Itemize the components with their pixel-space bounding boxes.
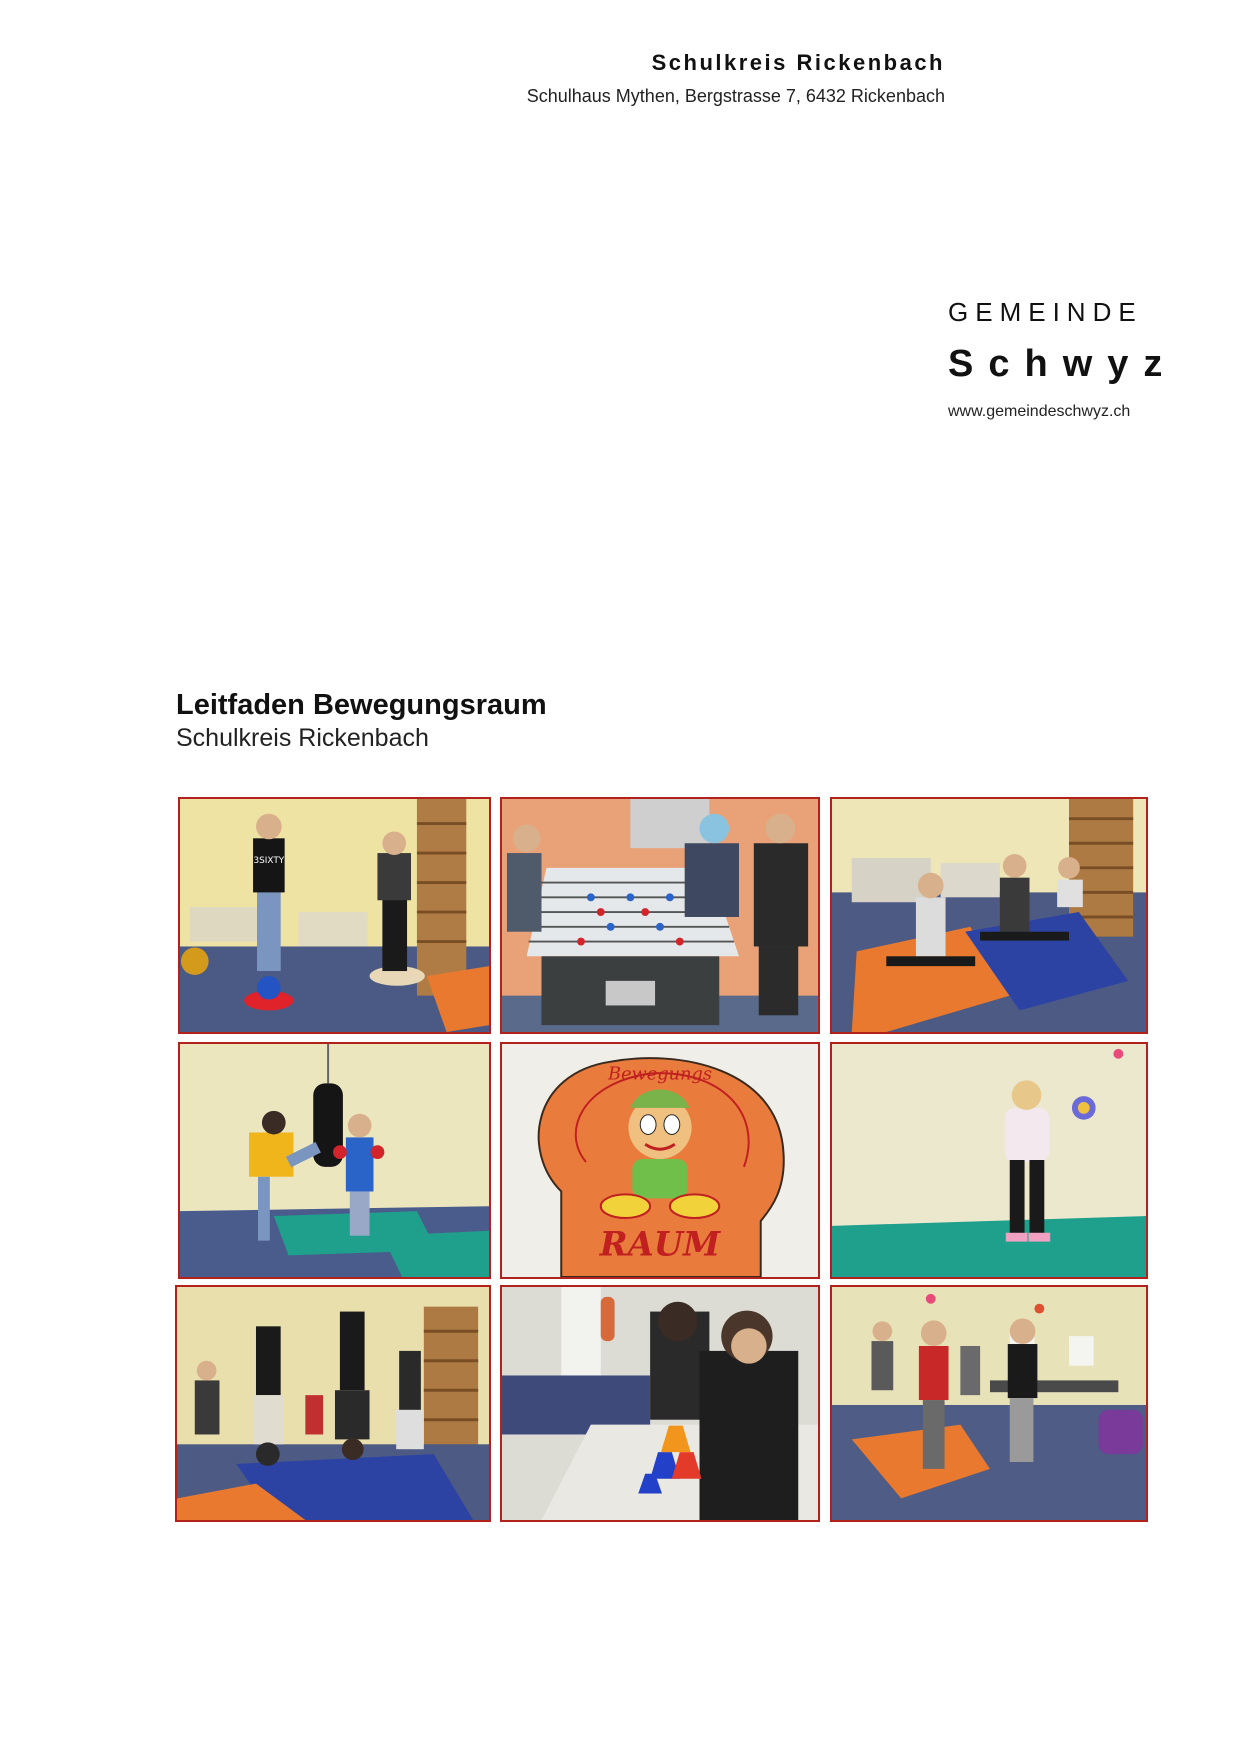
photo-splits-on-mats (830, 797, 1148, 1034)
school-name: Schulkreis Rickenbach (651, 50, 945, 75)
page-header (527, 48, 945, 108)
photo-handstands (175, 1285, 491, 1522)
document-subtitle: Schulkreis Rickenbach (176, 724, 429, 752)
sign-text-raum: RAUM (599, 1224, 721, 1264)
photo-bewegungsraum-sign (500, 1042, 820, 1279)
website-url: www.gemeindeschwyz.ch (948, 403, 1131, 420)
school-address: Schulhaus Mythen, Bergstrasse 7, 6432 Rickenbach (526, 86, 945, 106)
photo1-shirt-text: 3SIXTY (253, 855, 285, 866)
document-title: Leitfaden Bewegungsraum (176, 689, 547, 721)
photo-balance-board (178, 797, 491, 1034)
logo-line-gemeinde: GEMEINDE (948, 297, 1143, 327)
photo-cup-stacking (500, 1285, 820, 1522)
photo-foosball (500, 797, 820, 1034)
municipality-logo (948, 296, 1177, 422)
logo-line-schwyz: Schwyz (948, 343, 1178, 385)
photo-juggling-group (830, 1285, 1148, 1522)
sign-text-bewegungs: Bewegungs (608, 1064, 712, 1085)
document-title-block (176, 688, 547, 754)
photo-juggling-girl (830, 1042, 1148, 1279)
photo-punching-bag (178, 1042, 491, 1279)
